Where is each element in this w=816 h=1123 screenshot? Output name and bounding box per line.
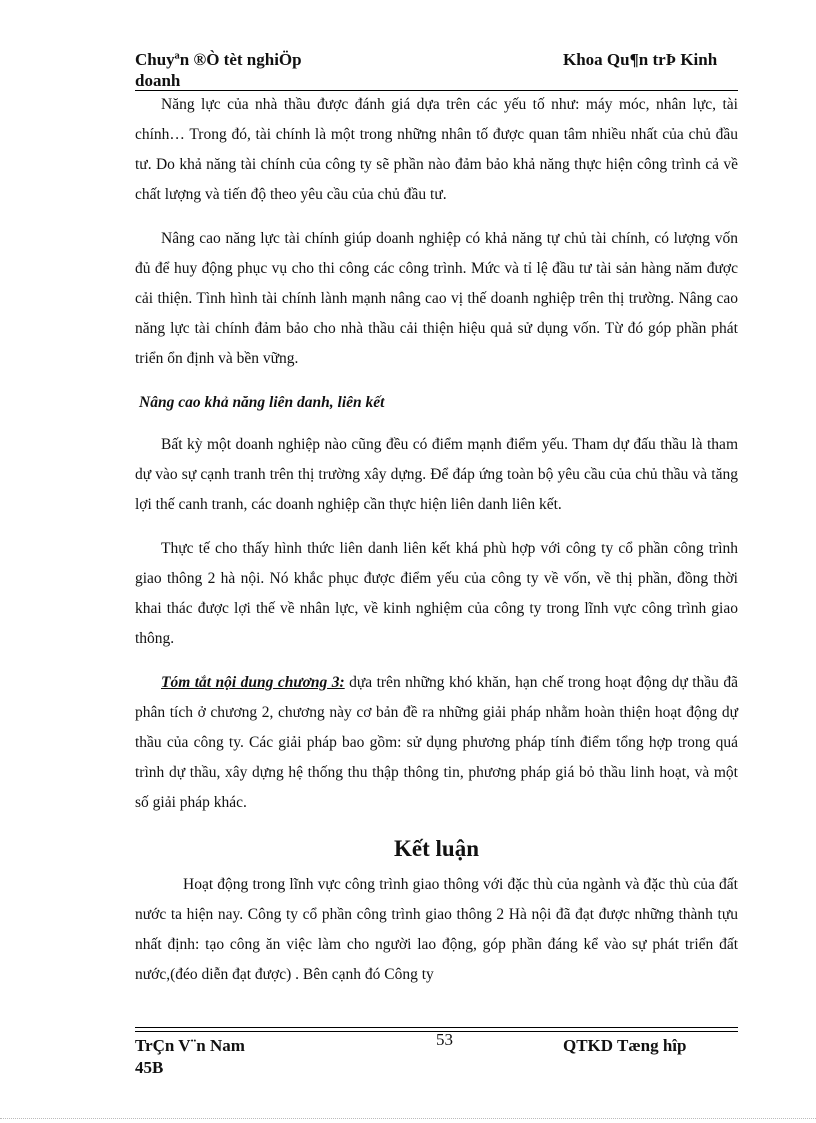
chapter-summary-text: dựa trên những khó khăn, hạn chế trong hoạt động dự thầu đã phân tích ở chương 2, chương này cơ bản đề ra những giải pháp nhằm hoàn thiện hoạt động dự thầu của công ty. Các giải pháp bao gồm: sử dụng phương pháp tính điểm tổng hợp trong quá trình dự thầu, xây dựng hệ thống thu thập thông tin, phương pháp giá bỏ thầu linh hoạt, và một số giải pháp khác.	[135, 674, 738, 811]
paragraph-joint-venture: Bất kỳ một doanh nghiệp nào cũng đều có điểm mạnh điểm yếu. Tham dự đấu thầu là tham dự vào sự cạnh tranh trên thị trường xây dựng. Để đáp ứng toàn bộ yêu cầu của chủ thầu và tăng lợi thế canh tranh, các doanh nghiệp cần thực hiện liên danh liên kết.	[135, 436, 738, 513]
footer-author: TrÇn V¨n Nam	[135, 1036, 245, 1055]
footer-class: 45B	[135, 1058, 164, 1077]
paragraph-finance: Nâng cao năng lực tài chính giúp doanh nghiệp có khả năng tự chủ tài chính, có lượng vốn đủ để huy động phục vụ cho thi công các công trình. Mức và tỉ lệ đầu tư tài sản hàng năm được cải thiện. Tình hình tài chính lành mạnh nâng cao vị thế doanh nghiệp trên thị trường. Nâng cao năng lực tài chính đảm bảo cho nhà thầu cải thiện hiệu quả sử dụng vốn. Từ đó góp phần phát triển ổn định và bền vững.	[135, 230, 738, 367]
page-number: 53	[436, 1030, 453, 1049]
chapter-summary-label: Tóm tắt nội dung chương 3:	[161, 674, 345, 691]
footer-program: QTKD Tæng hîp	[563, 1036, 687, 1055]
page-edge-divider	[0, 1118, 816, 1119]
header-title-right: Khoa Qu¶n trÞ Kinh	[563, 50, 718, 69]
header-title-left-continued: doanh	[135, 71, 181, 90]
footer-rule-top	[135, 1027, 738, 1028]
section-subheading: Nâng cao khả năng liên danh, liên kết	[139, 394, 385, 411]
paragraph-conclusion: Hoạt động trong lĩnh vực công trình giao thông với đặc thù của ngành và đặc thù của đất nước ta hiện nay. Công ty cổ phần công trình giao thông 2 Hà nội đã đạt được những thành tựu nhất định: tạo công ăn việc làm cho người lao động, góp phần đáng kể vào sự phát triển đất nước,(đéo diễn đạt được) . Bên cạnh đó Công ty	[135, 876, 738, 983]
paragraph-chapter-summary	[135, 668, 738, 818]
paragraph-joint-venture-fit: Thực tế cho thấy hình thức liên danh liên kết khá phù hợp với công ty cổ phần công trình giao thông 2 hà nội. Nó khắc phục được điểm yếu của công ty về vốn, về thị phần, đồng thời khai thác được lợi thế về nhân lực, về kinh nghiệm của công ty trong lĩnh vực công trình giao thông.	[135, 540, 738, 647]
conclusion-heading: Kết luận	[394, 836, 479, 861]
page-body	[135, 90, 738, 990]
paragraph-capacity: Năng lực của nhà thầu được đánh giá dựa trên các yếu tố như: máy móc, nhân lực, tài chính… Trong đó, tài chính là một trong những nhân tố được quan tâm nhiều nhất của chủ đầu tư. Do khả năng tài chính của công ty sẽ phần nào đảm bảo khả năng thực hiện công trình cả về chất lượng và tiến độ theo yêu cầu của chủ đầu tư.	[135, 96, 738, 203]
header-title-left: Chuyªn ®Ò tèt nghiÖp	[135, 50, 302, 69]
